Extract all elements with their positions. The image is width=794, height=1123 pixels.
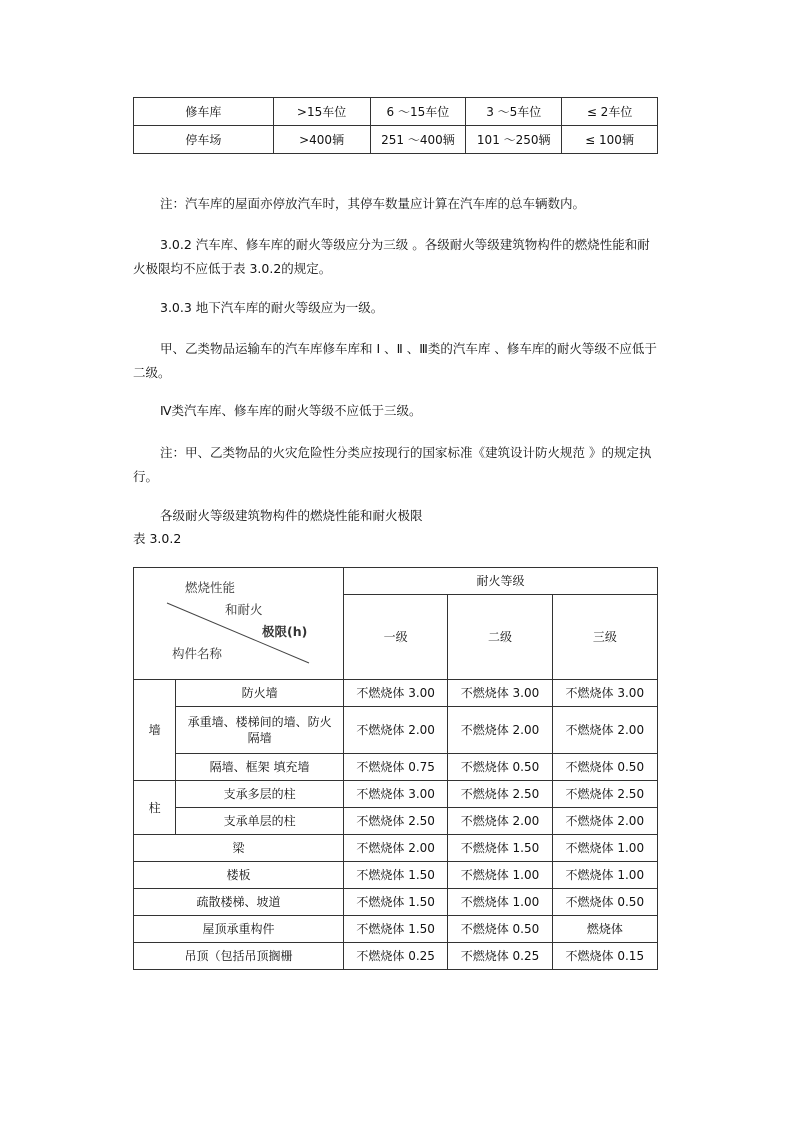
table-cell: 不燃烧体 2.00 <box>344 835 448 862</box>
table-cell: 不燃烧体 3.00 <box>448 680 552 707</box>
table-row <box>134 916 658 943</box>
capacity-table <box>133 97 658 154</box>
table-cell: 不燃烧体 1.50 <box>344 889 448 916</box>
table-cell: 不燃烧体 2.00 <box>552 707 657 754</box>
table-cell: 不燃烧体 1.00 <box>552 835 657 862</box>
component-name: 防火墙 <box>176 680 344 707</box>
table-row <box>134 680 658 707</box>
table-cell: 不燃烧体 2.00 <box>344 707 448 754</box>
group-label-column: 柱 <box>134 781 176 835</box>
table-cell: 不燃烧体 0.25 <box>448 943 552 970</box>
body-paragraph: 甲、乙类物品运输车的汽车库修车库和 Ⅰ 、Ⅱ 、Ⅲ类的汽车库 、修车库的耐火等级不应低于二级。 <box>133 341 657 380</box>
table-cell: ≤ 2车位 <box>562 98 658 126</box>
group-label-wall: 墙 <box>134 680 176 781</box>
grade-header: 耐火等级 <box>344 568 658 595</box>
table-cell: 不燃烧体 2.50 <box>552 781 657 808</box>
row-label: 修车库 <box>134 98 274 126</box>
diag-label-limit: 极限(h) <box>262 624 308 639</box>
table-title: 各级耐火等级建筑物构件的燃烧性能和耐火极限 <box>160 508 423 523</box>
table-cell: 不燃烧体 1.50 <box>448 835 552 862</box>
table-row <box>134 754 658 781</box>
component-name: 支承单层的柱 <box>176 808 344 835</box>
table-cell: 不燃烧体 3.00 <box>344 680 448 707</box>
diag-label-component: 构件名称 <box>172 646 223 661</box>
table-cell: 3 ～5车位 <box>466 98 562 126</box>
table-cell: 不燃烧体 1.00 <box>552 862 657 889</box>
table-cell: 不燃烧体 0.15 <box>552 943 657 970</box>
table-row <box>134 126 658 154</box>
table-cell: 不燃烧体 0.50 <box>552 754 657 781</box>
table-row <box>134 707 658 754</box>
diag-label-property: 燃烧性能 <box>185 580 236 595</box>
table-cell: ≤ 100辆 <box>562 126 658 154</box>
table-cell: 不燃烧体 2.00 <box>552 808 657 835</box>
diagonal-line <box>134 568 343 679</box>
table-cell: 不燃烧体 0.50 <box>448 754 552 781</box>
component-name: 梁 <box>134 835 344 862</box>
table-cell: 不燃烧体 0.50 <box>552 889 657 916</box>
component-name: 承重墙、楼梯间的墙、防火隔墙 <box>176 707 344 754</box>
row-label: 停车场 <box>134 126 274 154</box>
table-cell: 不燃烧体 2.50 <box>344 808 448 835</box>
grade-2-header: 二级 <box>448 595 552 680</box>
table-row <box>134 808 658 835</box>
table-cell: 251 ～400辆 <box>370 126 466 154</box>
note-paragraph: 注：汽车库的屋面亦停放汽车时，其停车数量应计算在汽车库的总车辆数内。 <box>160 196 586 211</box>
table-cell: 不燃烧体 2.50 <box>448 781 552 808</box>
component-name: 屋顶承重构件 <box>134 916 344 943</box>
table-cell: 燃烧体 <box>552 916 657 943</box>
table-cell: 不燃烧体 0.25 <box>344 943 448 970</box>
table-cell: 不燃烧体 3.00 <box>552 680 657 707</box>
table-cell: 6 ～15车位 <box>370 98 466 126</box>
table-cell: 不燃烧体 2.00 <box>448 808 552 835</box>
diag-label-and-fire: 和耐火 <box>225 602 263 617</box>
component-name: 支承多层的柱 <box>176 781 344 808</box>
grade-1-header: 一级 <box>344 595 448 680</box>
table-row <box>134 862 658 889</box>
table-row <box>134 889 658 916</box>
table-cell: 不燃烧体 1.00 <box>448 889 552 916</box>
body-paragraph: Ⅳ类汽车库、修车库的耐火等级不应低于三级。 <box>160 403 422 418</box>
table-cell: 不燃烧体 3.00 <box>344 781 448 808</box>
table-row <box>134 781 658 808</box>
table-row <box>134 98 658 126</box>
table-cell: 不燃烧体 1.50 <box>344 862 448 889</box>
clause-3-0-3: 3.0.3 地下汽车库的耐火等级应为一级。 <box>160 300 384 315</box>
clause-3-0-2: 3.0.2 汽车库、修车库的耐火等级应分为三级 。各级耐火等级建筑物构件的燃烧性能和耐火极限均不应低于表 3.0.2的规定。 <box>133 237 650 276</box>
table-header-row <box>134 568 658 595</box>
component-name: 吊顶（包括吊顶搁栅 <box>134 943 344 970</box>
table-cell: >15车位 <box>273 98 370 126</box>
table-cell: 不燃烧体 0.75 <box>344 754 448 781</box>
table-cell: 不燃烧体 0.50 <box>448 916 552 943</box>
table-cell: 不燃烧体 2.00 <box>448 707 552 754</box>
table-row <box>134 943 658 970</box>
table-cell: 不燃烧体 1.50 <box>344 916 448 943</box>
table-cell: >400辆 <box>273 126 370 154</box>
note-paragraph: 注：甲、乙类物品的火灾危险性分类应按现行的国家标准《建筑设计防火规范 》的规定执行。 <box>133 445 652 484</box>
table-cell: 不燃烧体 1.00 <box>448 862 552 889</box>
fire-resistance-table <box>133 567 658 970</box>
component-name: 楼板 <box>134 862 344 889</box>
diagonal-header-cell <box>134 568 344 680</box>
table-row <box>134 835 658 862</box>
table-cell: 101 ～250辆 <box>466 126 562 154</box>
component-name: 疏散楼梯、坡道 <box>134 889 344 916</box>
grade-3-header: 三级 <box>552 595 657 680</box>
table-number: 表 3.0.2 <box>133 531 182 546</box>
component-name: 隔墙、框架 填充墙 <box>176 754 344 781</box>
